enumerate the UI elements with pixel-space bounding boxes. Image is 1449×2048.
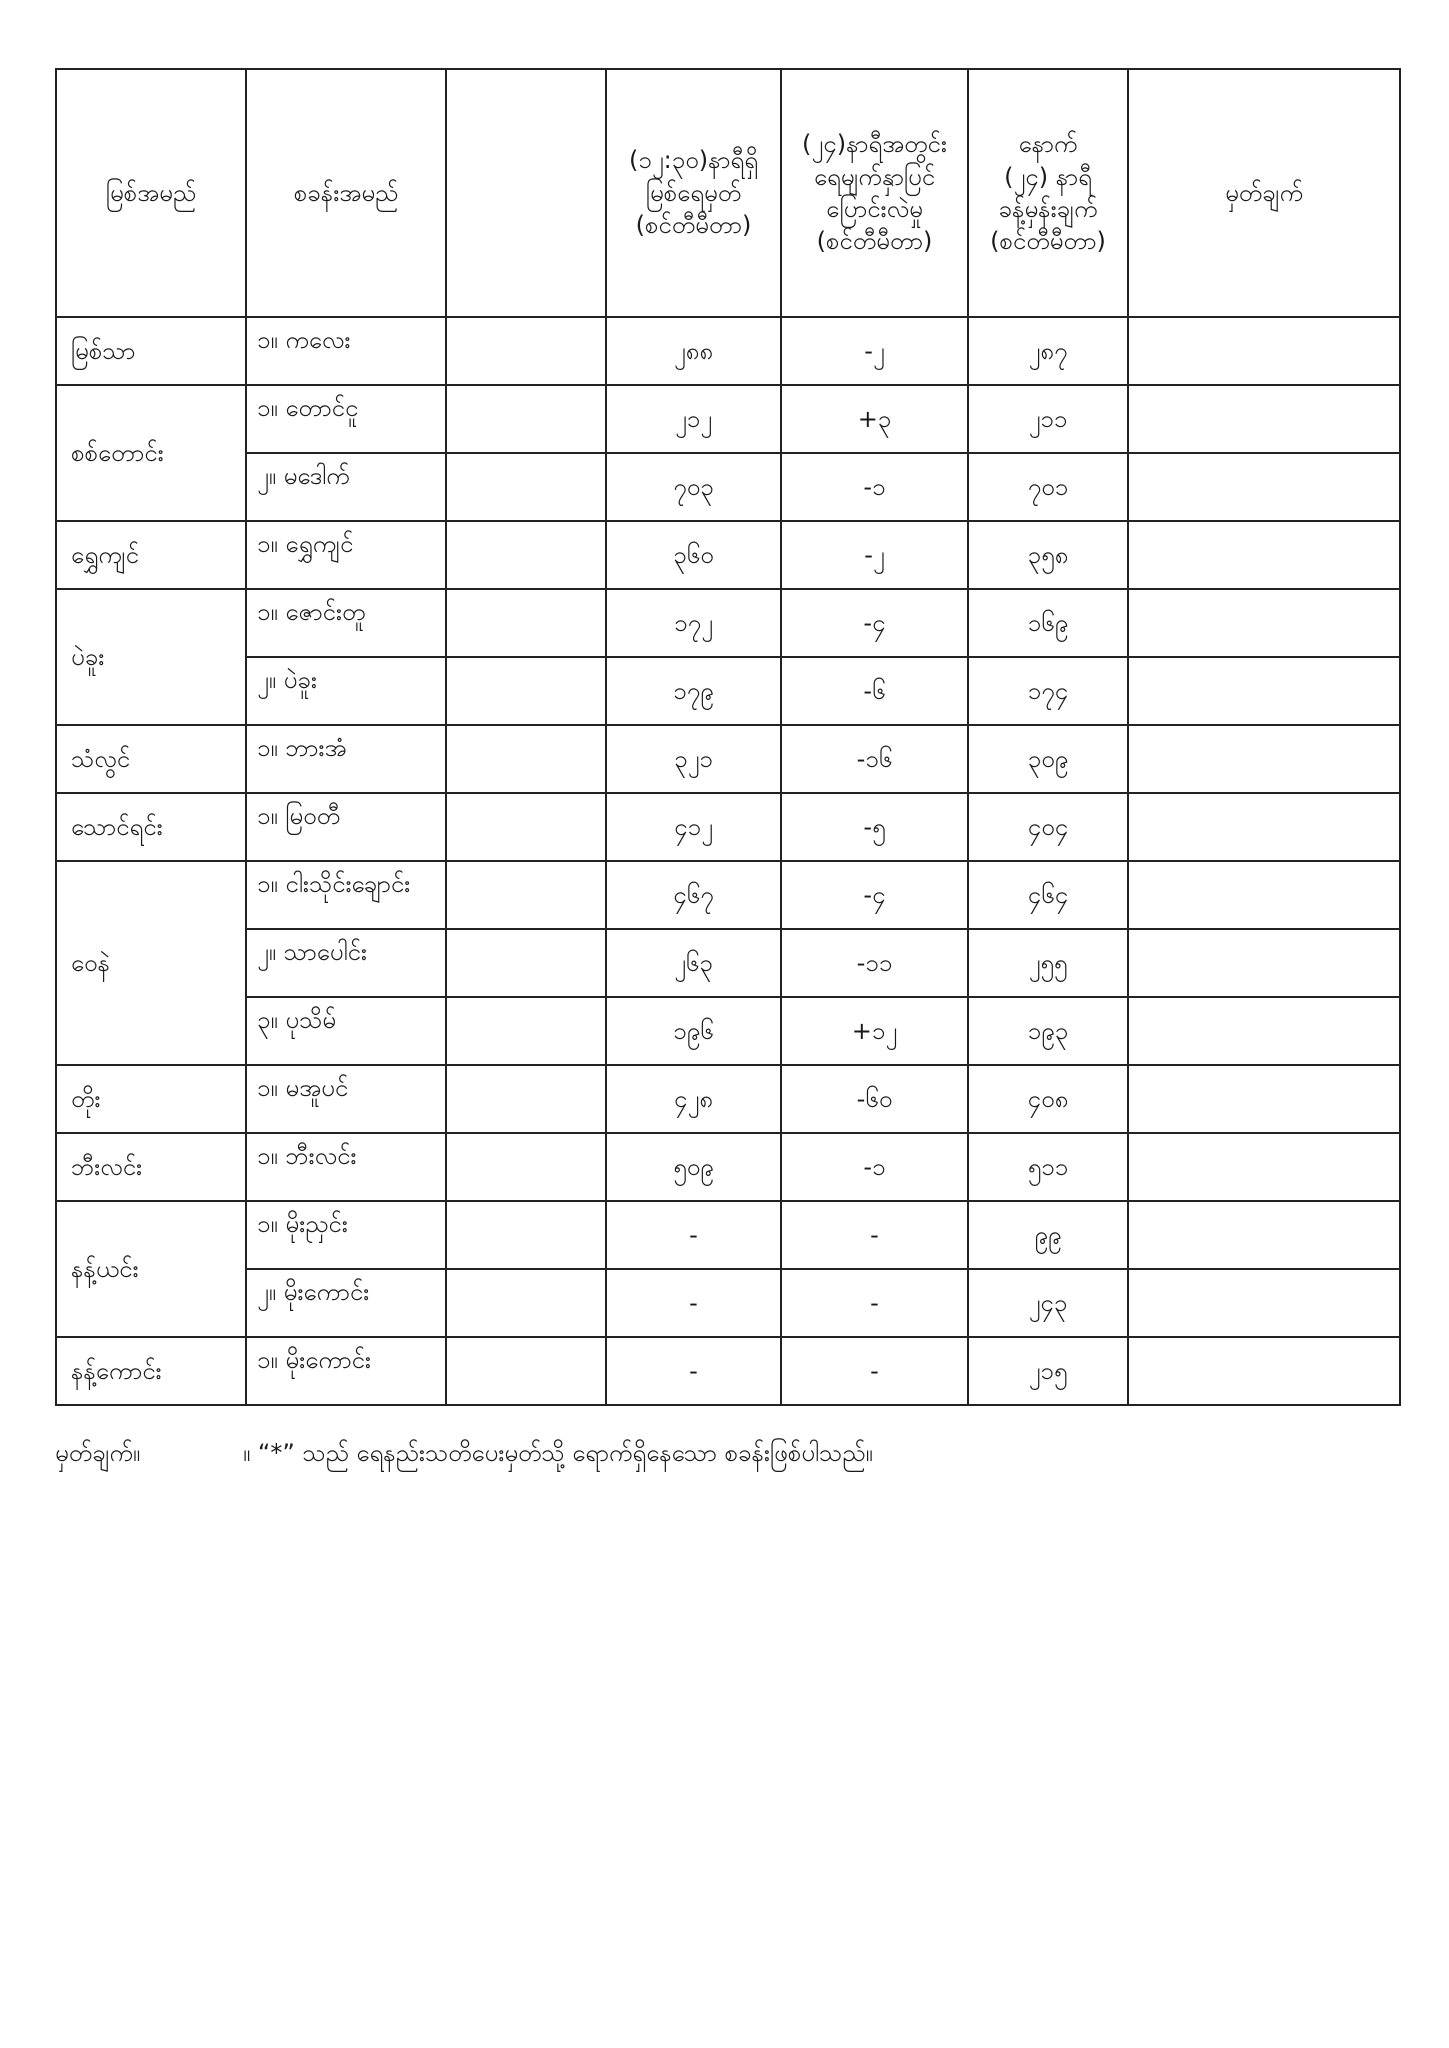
blank-cell: [446, 521, 606, 589]
header-station: စခန်းအမည်: [246, 69, 446, 317]
change-cell: -၅: [781, 793, 968, 861]
header-blank: [446, 69, 606, 317]
level-cell: -: [606, 1269, 781, 1337]
station-name-cell: [246, 793, 446, 861]
level-cell: ၁၇၂: [606, 589, 781, 657]
forecast-cell: ၃၀၉: [968, 725, 1128, 793]
blank-cell: [446, 861, 606, 929]
station-name: ၂။ ပဲခူး: [257, 666, 317, 694]
station-name-cell: [246, 725, 446, 793]
level-cell: ၄၁၂: [606, 793, 781, 861]
change-cell: -၁: [781, 1133, 968, 1201]
station-name: ၁။ ဘီးလင်း: [257, 1142, 357, 1170]
station-name: ၁။ တောင်ငူ: [257, 394, 359, 422]
table-row: [56, 521, 1400, 589]
station-name-cell: [246, 1201, 446, 1269]
table-row: [56, 589, 1400, 657]
blank-cell: [446, 657, 606, 725]
level-cell: ၂၈၈: [606, 317, 781, 385]
blank-cell: [446, 589, 606, 657]
remark-cell: [1128, 385, 1400, 453]
station-name-cell: [246, 657, 446, 725]
remark-cell: [1128, 1201, 1400, 1269]
change-cell: -: [781, 1337, 968, 1405]
forecast-cell: ၂၄၃: [968, 1269, 1128, 1337]
table-row: [56, 1269, 1400, 1337]
river-name-cell: စစ်တောင်း: [56, 385, 246, 521]
river-name-cell: သောင်ရင်း: [56, 793, 246, 861]
level-cell: ၂၆၃: [606, 929, 781, 997]
level-cell: ၄၂၈: [606, 1065, 781, 1133]
blank-cell: [446, 1065, 606, 1133]
header-remark: မှတ်ချက်: [1128, 69, 1400, 317]
header-level: (၁၂:၃၀)နာရီရှိ မြစ်ရေမှတ် (စင်တီမီတာ): [606, 69, 781, 317]
forecast-cell: ၅၁၁: [968, 1133, 1128, 1201]
station-name: ၁။ မြဝတီ: [257, 802, 340, 830]
table-row: [56, 1337, 1400, 1405]
footnote-text: ။ “*” သည် ရေနည်းသတိပေးမှတ်သို့ ရောက်ရှိနေသော စခန်းဖြစ်ပါသည်။: [243, 1439, 873, 1467]
level-cell: ၄၆၇: [606, 861, 781, 929]
change-cell: -၂: [781, 521, 968, 589]
forecast-cell: ၁၆၉: [968, 589, 1128, 657]
remark-cell: [1128, 1065, 1400, 1133]
station-name-cell: [246, 1269, 446, 1337]
river-name-cell: နန့်ကောင်း: [56, 1337, 246, 1405]
forecast-cell: ၄၀၄: [968, 793, 1128, 861]
blank-cell: [446, 929, 606, 997]
table-row: [56, 793, 1400, 861]
level-cell: -: [606, 1337, 781, 1405]
station-name: ၁။ ငါးသိုင်းချောင်း: [257, 870, 411, 898]
river-name-cell: ပဲခူး: [56, 589, 246, 725]
station-name: ၁။ ကလေး: [257, 326, 351, 354]
station-name: ၂။ မဒေါက်: [257, 462, 350, 490]
level-cell: -: [606, 1201, 781, 1269]
footnote: [55, 1437, 873, 1473]
forecast-cell: ၂၁၁: [968, 385, 1128, 453]
blank-cell: [446, 1269, 606, 1337]
forecast-cell: ၂၅၅: [968, 929, 1128, 997]
level-cell: ၇၀၃: [606, 453, 781, 521]
blank-cell: [446, 385, 606, 453]
station-name-cell: [246, 861, 446, 929]
forecast-cell: ၂၈၇: [968, 317, 1128, 385]
forecast-cell: ၄၀၈: [968, 1065, 1128, 1133]
blank-cell: [446, 997, 606, 1065]
change-cell: -၂: [781, 317, 968, 385]
forecast-cell: ၁၇၄: [968, 657, 1128, 725]
table-row: [56, 657, 1400, 725]
station-name: ၂။ မိုးကောင်း: [257, 1278, 370, 1306]
table-row: [56, 861, 1400, 929]
station-name-cell: [246, 317, 446, 385]
remark-cell: [1128, 1337, 1400, 1405]
blank-cell: [446, 1201, 606, 1269]
station-name: ၁။ ရွှေကျင်: [257, 530, 354, 558]
level-cell: ၃၂၁: [606, 725, 781, 793]
table-body: [56, 317, 1400, 1405]
change-cell: +၃: [781, 385, 968, 453]
table-row: [56, 929, 1400, 997]
table-row: [56, 317, 1400, 385]
station-name-cell: [246, 385, 446, 453]
blank-cell: [446, 725, 606, 793]
change-cell: -၄: [781, 861, 968, 929]
table-row: [56, 1133, 1400, 1201]
station-name: ၁။ မိုးကောင်း: [257, 1346, 371, 1374]
river-name-cell: တိုး: [56, 1065, 246, 1133]
river-name-cell: ရွှေကျင်: [56, 521, 246, 589]
water-level-table: [55, 68, 1401, 1406]
station-name: ၂။ သာပေါင်း: [257, 938, 368, 966]
river-name-cell: ဝေနဲ: [56, 861, 246, 1065]
blank-cell: [446, 317, 606, 385]
station-name: ၁။ မအူပင်: [257, 1074, 349, 1102]
forecast-cell: ၃၅၈: [968, 521, 1128, 589]
header-row: [56, 69, 1400, 317]
remark-cell: [1128, 793, 1400, 861]
change-cell: -: [781, 1269, 968, 1337]
remark-cell: [1128, 317, 1400, 385]
table-row: [56, 725, 1400, 793]
forecast-cell: ၂၁၅: [968, 1337, 1128, 1405]
forecast-cell: ၁၉၃: [968, 997, 1128, 1065]
level-cell: ၁၇၉: [606, 657, 781, 725]
change-cell: -၁၁: [781, 929, 968, 997]
header-change: (၂၄)နာရီအတွင်း ရေမျက်နှာပြင် ပြောင်းလဲမှု (စင်တီမီတာ): [781, 69, 968, 317]
change-cell: -: [781, 1201, 968, 1269]
remark-cell: [1128, 589, 1400, 657]
change-cell: -၆၀: [781, 1065, 968, 1133]
blank-cell: [446, 793, 606, 861]
remark-cell: [1128, 453, 1400, 521]
change-cell: -၄: [781, 589, 968, 657]
river-name-cell: ဘီးလင်း: [56, 1133, 246, 1201]
table-row: [56, 385, 1400, 453]
station-name-cell: [246, 1337, 446, 1405]
level-cell: ၂၁၂: [606, 385, 781, 453]
station-name: ၁။ ဇောင်းတူ: [257, 598, 366, 626]
remark-cell: [1128, 521, 1400, 589]
station-name-cell: [246, 521, 446, 589]
table-row: [56, 1201, 1400, 1269]
header-river: မြစ်အမည်: [56, 69, 246, 317]
blank-cell: [446, 1133, 606, 1201]
change-cell: +၁၂: [781, 997, 968, 1065]
remark-cell: [1128, 1269, 1400, 1337]
station-name-cell: [246, 997, 446, 1065]
remark-cell: [1128, 929, 1400, 997]
table-row: [56, 1065, 1400, 1133]
blank-cell: [446, 1337, 606, 1405]
header-forecast: နောက် (၂၄) နာရီ ခန့်မှန်းချက် (စင်တီမီတာ): [968, 69, 1128, 317]
station-name: ၃။ ပုသိမ်: [257, 1006, 336, 1034]
station-name-cell: [246, 929, 446, 997]
station-name-cell: [246, 453, 446, 521]
forecast-cell: ၇၀၁: [968, 453, 1128, 521]
table-row: [56, 453, 1400, 521]
station-name: ၁။ မိုးညှင်း: [257, 1210, 348, 1238]
remark-cell: [1128, 1133, 1400, 1201]
forecast-cell: ၉၉: [968, 1201, 1128, 1269]
level-cell: ၃၆၀: [606, 521, 781, 589]
change-cell: -၁: [781, 453, 968, 521]
footnote-label: မှတ်ချက်။: [55, 1439, 141, 1467]
forecast-cell: ၄၆၄: [968, 861, 1128, 929]
river-name-cell: မြစ်သာ: [56, 317, 246, 385]
remark-cell: [1128, 725, 1400, 793]
station-name-cell: [246, 1133, 446, 1201]
station-name-cell: [246, 1065, 446, 1133]
change-cell: -၆: [781, 657, 968, 725]
level-cell: ၁၉၆: [606, 997, 781, 1065]
remark-cell: [1128, 997, 1400, 1065]
table-row: [56, 997, 1400, 1065]
river-name-cell: သံလွင်: [56, 725, 246, 793]
level-cell: ၅၀၉: [606, 1133, 781, 1201]
station-name: ၁။ ဘားအံ: [257, 734, 347, 762]
change-cell: -၁၆: [781, 725, 968, 793]
station-name-cell: [246, 589, 446, 657]
blank-cell: [446, 453, 606, 521]
remark-cell: [1128, 657, 1400, 725]
remark-cell: [1128, 861, 1400, 929]
river-name-cell: နန့်ယင်း: [56, 1201, 246, 1337]
